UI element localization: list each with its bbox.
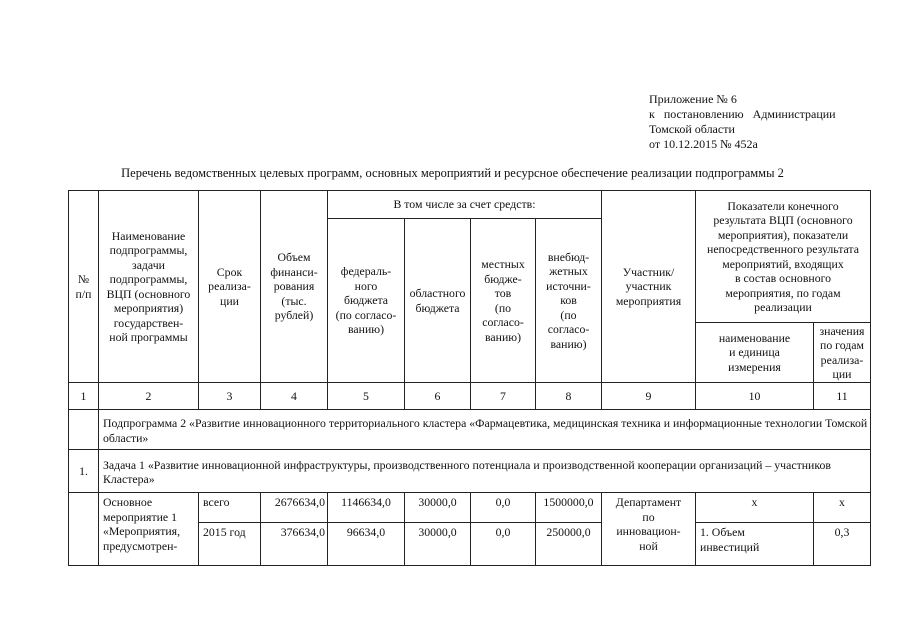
activity-federal: 1146634,0 bbox=[328, 493, 405, 523]
col-number: 5 bbox=[328, 383, 405, 410]
subprogram-num-cell bbox=[69, 410, 99, 450]
header-term: Срок реализа- ции bbox=[199, 191, 261, 383]
activity-federal: 96634,0 bbox=[328, 523, 405, 566]
header-indicator-values: значения по годам реализа- ции bbox=[814, 323, 871, 383]
activity-row-total bbox=[69, 493, 871, 523]
col-number: 11 bbox=[814, 383, 871, 410]
activity-num-cell bbox=[69, 493, 99, 566]
header-extra: внебюд- жетных источни- ков (по согласо- ванию) bbox=[536, 219, 602, 383]
activity-local: 0,0 bbox=[471, 523, 536, 566]
activity-regional: 30000,0 bbox=[405, 523, 471, 566]
appendix-line-1: Приложение № 6 bbox=[649, 92, 737, 106]
activity-indicator-name: 1. Объем инвестиций bbox=[696, 523, 814, 566]
activity-term: всего bbox=[199, 493, 261, 523]
header-row-1 bbox=[69, 191, 871, 219]
col-number: 6 bbox=[405, 383, 471, 410]
col-number: 2 bbox=[99, 383, 199, 410]
header-local: местных бюдже- тов (по согласо- ванию) bbox=[471, 219, 536, 383]
header-regional: областного бюджета bbox=[405, 219, 471, 383]
activity-volume: 376634,0 bbox=[261, 523, 328, 566]
col-number: 8 bbox=[536, 383, 602, 410]
activity-regional: 30000,0 bbox=[405, 493, 471, 523]
col-number: 7 bbox=[471, 383, 536, 410]
col-number: 10 bbox=[696, 383, 814, 410]
task-title: Задача 1 «Развитие инновационной инфраструктуры, производственного потенциала и производственной кооперации организаций – участников Кластера» bbox=[99, 450, 871, 493]
activity-volume: 2676634,0 bbox=[261, 493, 328, 523]
subprogram-row bbox=[69, 410, 871, 450]
col-number: 1 bbox=[69, 383, 99, 410]
activity-indicator-value: 0,3 bbox=[814, 523, 871, 566]
column-number-row bbox=[69, 383, 871, 410]
task-num: 1. bbox=[69, 450, 99, 493]
header-num: № п/п bbox=[69, 191, 99, 383]
appendix-line-2: к постановлению Администрации bbox=[649, 107, 836, 121]
header-volume: Объем финанси- рования (тыс. рублей) bbox=[261, 191, 328, 383]
appendix-line-4: от 10.12.2015 № 452а bbox=[649, 137, 758, 151]
appendix-note bbox=[649, 92, 836, 152]
activity-local: 0,0 bbox=[471, 493, 536, 523]
activity-extra: 1500000,0 bbox=[536, 493, 602, 523]
col-number: 3 bbox=[199, 383, 261, 410]
subprogram-title: Подпрограмма 2 «Развитие инновационного территориального кластера «Фармацевтика, медицинская техника и информационные технологии Томской области» bbox=[99, 410, 871, 450]
activity-indicator-name: х bbox=[696, 493, 814, 523]
header-indicator-name: наименование и единица измерения bbox=[696, 323, 814, 383]
header-indicators: Показатели конечного результата ВЦП (основного мероприятия), показатели непосредственного результата мероприятий, входящих в состав основного мероприятия, по годам реализации bbox=[696, 191, 871, 323]
header-including: В том числе за счет средств: bbox=[328, 191, 602, 219]
program-table bbox=[68, 190, 871, 566]
header-federal: федераль- ного бюджета (по согласо- ванию) bbox=[328, 219, 405, 383]
document-title: Перечень ведомственных целевых программ, основных мероприятий и ресурсное обеспечение реализации подпрограммы 2 bbox=[121, 166, 784, 180]
activity-extra: 250000,0 bbox=[536, 523, 602, 566]
activity-term: 2015 год bbox=[199, 523, 261, 566]
appendix-line-3: Томской области bbox=[649, 122, 735, 136]
activity-indicator-value: х bbox=[814, 493, 871, 523]
task-row bbox=[69, 450, 871, 493]
col-number: 4 bbox=[261, 383, 328, 410]
activity-name: Основное мероприятие 1 «Мероприятия, предусмотрен- bbox=[99, 493, 199, 566]
activity-participant: Департамент по инновацион- ной bbox=[602, 493, 696, 566]
col-number: 9 bbox=[602, 383, 696, 410]
header-name: Наименование подпрограммы, задачи подпрограммы, ВЦП (основного мероприятия) государствен- ной программы bbox=[99, 191, 199, 383]
header-participant: Участник/ участник мероприятия bbox=[602, 191, 696, 383]
